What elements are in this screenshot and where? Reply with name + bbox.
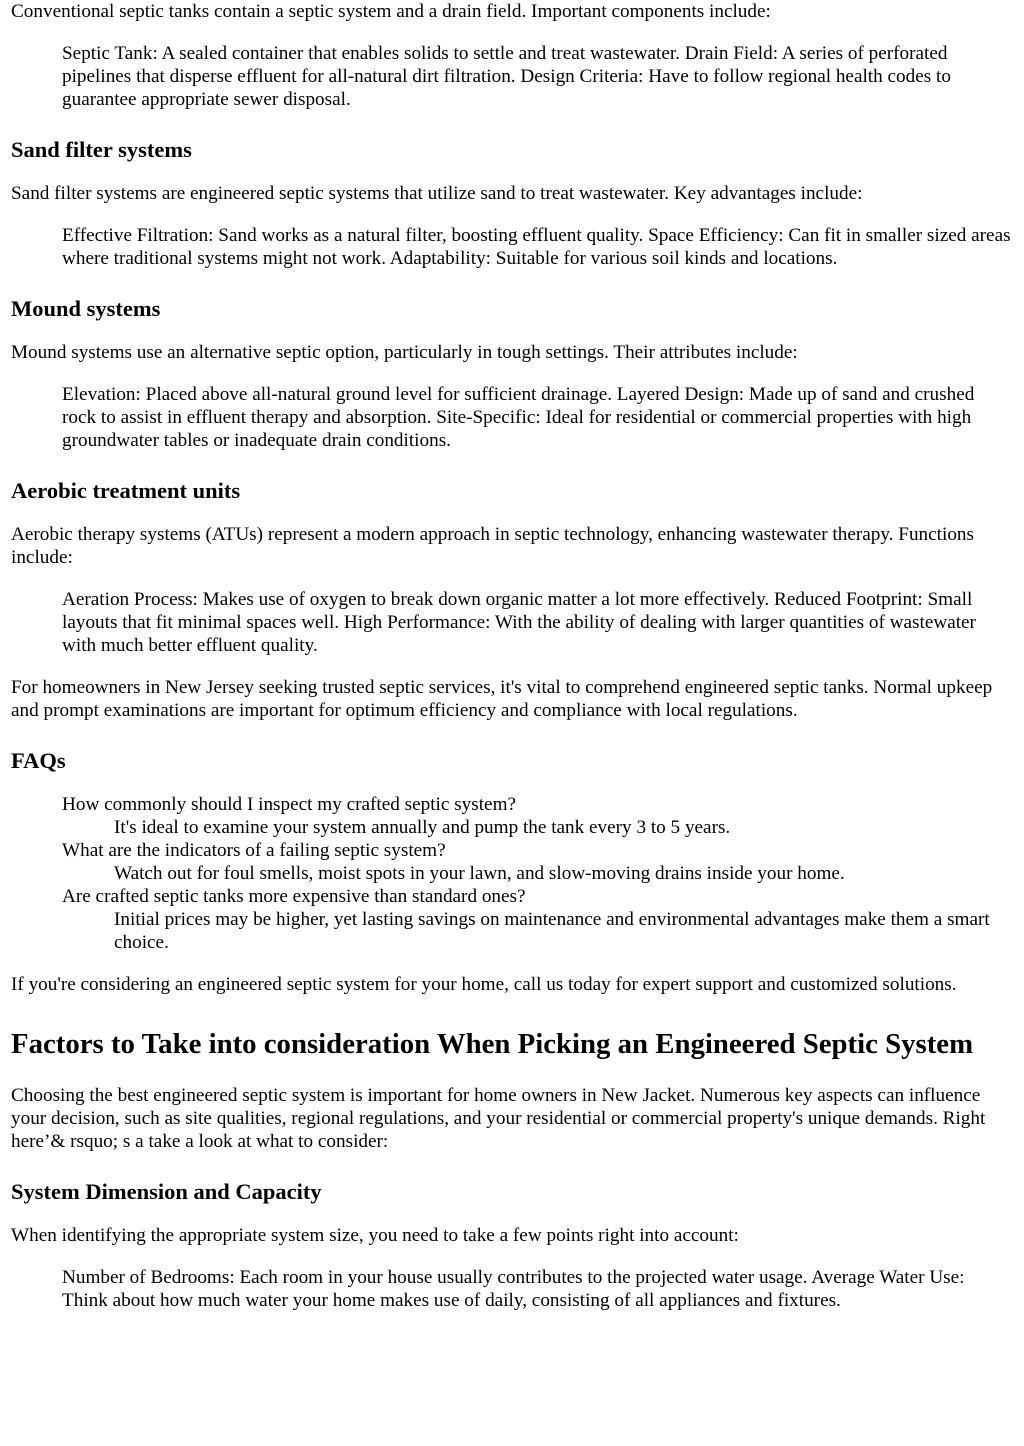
homeowners-paragraph: For homeowners in New Jersey seeking trusted septic services, it's vital to comprehend engineered septic tanks. Normal upkeep and prompt examinations are important for optimum efficiency and compliance with local regulations. (11, 677, 993, 721)
aerobic-heading: Aerobic treatment units (11, 478, 241, 503)
sand-filter-paragraph: Sand filter systems are engineered septic systems that utilize sand to treat wastewater. Key advantages include: (11, 183, 863, 204)
sand-filter-heading: Sand filter systems (11, 137, 192, 162)
aerobic-paragraph: Aerobic therapy systems (ATUs) represent a modern approach in septic technology, enhancing wastewater therapy. Functions include: (11, 524, 974, 568)
factors-heading: Factors to Take into consideration When Picking an Engineered Septic System (11, 1028, 974, 1060)
faq-answer: Watch out for foul smells, moist spots in your lawn, and slow-moving drains inside your home. (114, 863, 845, 884)
faq-answer: It's ideal to examine your system annually and pump the tank every 3 to 5 years. (114, 817, 731, 838)
mound-paragraph: Mound systems use an alternative septic option, particularly in tough settings. Their attributes include: (11, 342, 798, 363)
faq-answer: Initial prices may be higher, yet lasting savings on maintenance and environmental advantages make them a smart choice. (114, 909, 990, 953)
intro-paragraph: Conventional septic tanks contain a septic system and a drain field. Important components include: (11, 1, 771, 22)
system-size-quote: Number of Bedrooms: Each room in your house usually contributes to the projected water usage. Average Water Use: Think about how much water your home makes use of daily, consisting of all appliances and fixtures. (62, 1267, 965, 1311)
mound-quote: Elevation: Placed above all-natural ground level for sufficient drainage. Layered Design: Made up of sand and crushed rock to assist in effluent therapy and absorption. Site-Specific: Ideal for residential or commercial properties with high groundwater tables or inadequate drain conditions. (62, 384, 975, 451)
closing-paragraph: If you're considering an engineered septic system for your home, call us today for expert support and customized solutions. (11, 974, 957, 995)
faq-question: Are crafted septic tanks more expensive than standard ones? (62, 886, 526, 907)
faq-question: How commonly should I inspect my crafted septic system? (62, 794, 517, 815)
mound-heading: Mound systems (11, 296, 161, 321)
aerobic-quote: Aeration Process: Makes use of oxygen to break down organic matter a lot more effectively. Reduced Footprint: Small layouts that fit minimal spaces well. High Performance: With the ability of dealing with larger quantities of wastewater with much better effluent quality. (62, 589, 976, 656)
sand-filter-quote: Effective Filtration: Sand works as a natural filter, boosting effluent quality. Space Efficiency: Can fit in smaller sized areas where traditional systems might not work. Adaptability: Suitable for various soil kinds and locations. (62, 225, 1011, 269)
system-size-heading: System Dimension and Capacity (11, 1179, 322, 1204)
faqs-heading: FAQs (11, 748, 66, 773)
factors-paragraph: Choosing the best engineered septic system is important for home owners in New Jacket. Numerous key aspects can influence your decision, such as site qualities, regional regulations, and your residential or commercial property's unique demands. Right here’& rsquo; s a take a look at what to consider: (11, 1085, 986, 1152)
faq-list (62, 793, 1013, 954)
system-size-paragraph: When identifying the appropriate system size, you need to take a few points right into account: (11, 1225, 739, 1246)
faq-question: What are the indicators of a failing septic system? (62, 840, 446, 861)
intro-components-quote: Septic Tank: A sealed container that enables solids to settle and treat wastewater. Drain Field: A series of perforated pipelines that disperse effluent for all-natural dirt filtration. Design Criteria: Have to follow regional health codes to guarantee appropriate sewer disposal. (62, 43, 951, 110)
